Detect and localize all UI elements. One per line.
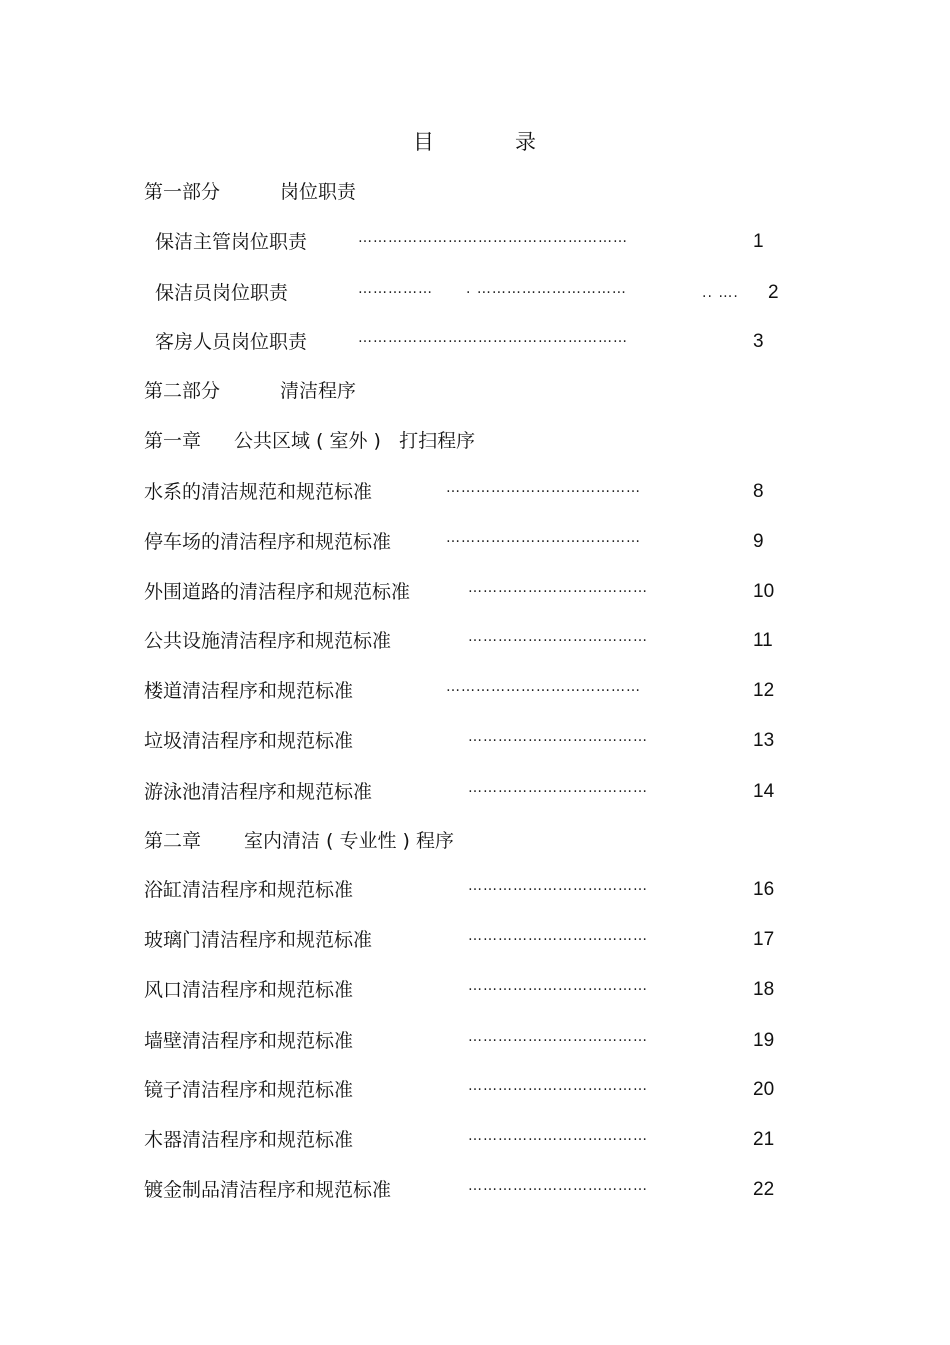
toc-entry-text: 玻璃门清洁程序和规范标准 [144, 929, 373, 951]
part2-heading [0, 377, 950, 405]
toc-entry-text: 浴缸清洁程序和规范标准 [144, 879, 354, 901]
toc-entry[interactable] [0, 876, 950, 904]
part1-heading [0, 178, 950, 206]
part1-name: 岗位职责 [280, 181, 357, 203]
toc-entry[interactable] [0, 578, 950, 606]
toc-entry-leader: .. …. [702, 285, 739, 301]
toc-entry[interactable] [0, 228, 950, 256]
toc-entry-text: 水系的清洁规范和规范标准 [144, 481, 373, 503]
toc-entry[interactable] [0, 478, 950, 506]
toc-entry[interactable] [0, 279, 950, 307]
toc-entry-text: 墙壁清洁程序和规范标准 [144, 1030, 354, 1052]
toc-entry[interactable] [0, 1126, 950, 1154]
part1-label: 第一部分 [144, 181, 221, 203]
toc-entry-page: 8 [753, 481, 764, 502]
toc-entry-leader: ……………………………… [468, 1078, 648, 1094]
toc-entry-page: 14 [753, 781, 775, 802]
toc-entry-page: 22 [753, 1179, 775, 1200]
toc-entry-text: 公共设施清洁程序和规范标准 [144, 630, 392, 652]
toc-entry-leader: ……………………………………………… [358, 330, 628, 346]
toc-entry-leader: ……………………………… [468, 878, 648, 894]
toc-entry-page: 21 [753, 1129, 775, 1150]
toc-entry-page: 2 [768, 282, 779, 303]
toc-entry[interactable] [0, 1176, 950, 1204]
toc-entry[interactable] [0, 328, 950, 356]
toc-entry-text: 木器清洁程序和规范标准 [144, 1129, 354, 1151]
toc-entry-leader: ………………………………… [446, 480, 641, 496]
toc-entry[interactable] [0, 627, 950, 655]
toc-entry-leader: ………………………………… [446, 530, 641, 546]
toc-entry-text: 镜子清洁程序和规范标准 [144, 1079, 354, 1101]
chapter1-heading [0, 427, 950, 455]
chapter1-name: 公共区域 ( 室外 ) 打扫程序 [234, 430, 476, 452]
part2-label: 第二部分 [144, 380, 221, 402]
toc-entry-text: 风口清洁程序和规范标准 [144, 979, 354, 1001]
toc-entry-leader: ……………………………………………… [358, 230, 628, 246]
toc-entry-text: 保洁主管岗位职责 [155, 231, 308, 253]
toc-entry-page: 18 [753, 979, 775, 1000]
toc-entry[interactable] [0, 976, 950, 1004]
toc-title-char-2: 录 [515, 130, 536, 154]
toc-entry-page: 11 [753, 630, 773, 651]
toc-entry-leader: ……………………………… [468, 729, 648, 745]
toc-title [0, 126, 950, 156]
chapter1-label: 第一章 [144, 430, 202, 452]
toc-entry-leader: ……………………………… [468, 780, 648, 796]
toc-entry-text: 保洁员岗位职责 [155, 282, 289, 304]
toc-entry-page: 3 [753, 331, 764, 352]
toc-entry-page: 1 [753, 231, 764, 252]
toc-entry[interactable] [0, 528, 950, 556]
toc-entry-leader: ……………………………… [468, 580, 648, 596]
toc-entry[interactable] [0, 778, 950, 806]
toc-entry-leader: ……………………………… [468, 1029, 648, 1045]
toc-entry-text: 镀金制品清洁程序和规范标准 [144, 1179, 392, 1201]
toc-entry[interactable] [0, 677, 950, 705]
toc-entry-text: 垃圾清洁程序和规范标准 [144, 730, 354, 752]
toc-entry-leader: ……………………………… [468, 1178, 648, 1194]
toc-entry-leader: . ………………………… [466, 281, 627, 297]
toc-entry-leader: ……………………………… [468, 928, 648, 944]
toc-entry-leader: …………… [358, 281, 433, 297]
toc-entry-text: 外围道路的清洁程序和规范标准 [144, 581, 411, 603]
toc-entry[interactable] [0, 1076, 950, 1104]
toc-entry-text: 游泳池清洁程序和规范标准 [144, 781, 373, 803]
toc-entry[interactable] [0, 926, 950, 954]
toc-entry-page: 13 [753, 730, 775, 751]
toc-entry-text: 楼道清洁程序和规范标准 [144, 680, 354, 702]
toc-entry-text: 停车场的清洁程序和规范标准 [144, 531, 392, 553]
toc-entry-text: 客房人员岗位职责 [155, 331, 308, 353]
chapter2-name: 室内清洁 ( 专业性 ) 程序 [244, 830, 454, 852]
toc-entry-page: 9 [753, 531, 764, 552]
toc-entry-page: 19 [753, 1030, 775, 1051]
toc-entry-leader: ………………………………… [446, 679, 641, 695]
toc-entry[interactable] [0, 1027, 950, 1055]
chapter2-label: 第二章 [144, 830, 202, 852]
part2-name: 清洁程序 [280, 380, 357, 402]
toc-entry-page: 12 [753, 680, 775, 701]
toc-entry-page: 10 [753, 581, 775, 602]
toc-entry[interactable] [0, 727, 950, 755]
toc-entry-page: 17 [753, 929, 775, 950]
toc-entry-leader: ……………………………… [468, 629, 648, 645]
chapter2-heading [0, 827, 950, 855]
toc-entry-page: 20 [753, 1079, 775, 1100]
toc-entry-leader: ……………………………… [468, 978, 648, 994]
toc-entry-leader: ……………………………… [468, 1128, 648, 1144]
toc-title-char-1: 目 [413, 130, 434, 154]
toc-entry-page: 16 [753, 879, 775, 900]
